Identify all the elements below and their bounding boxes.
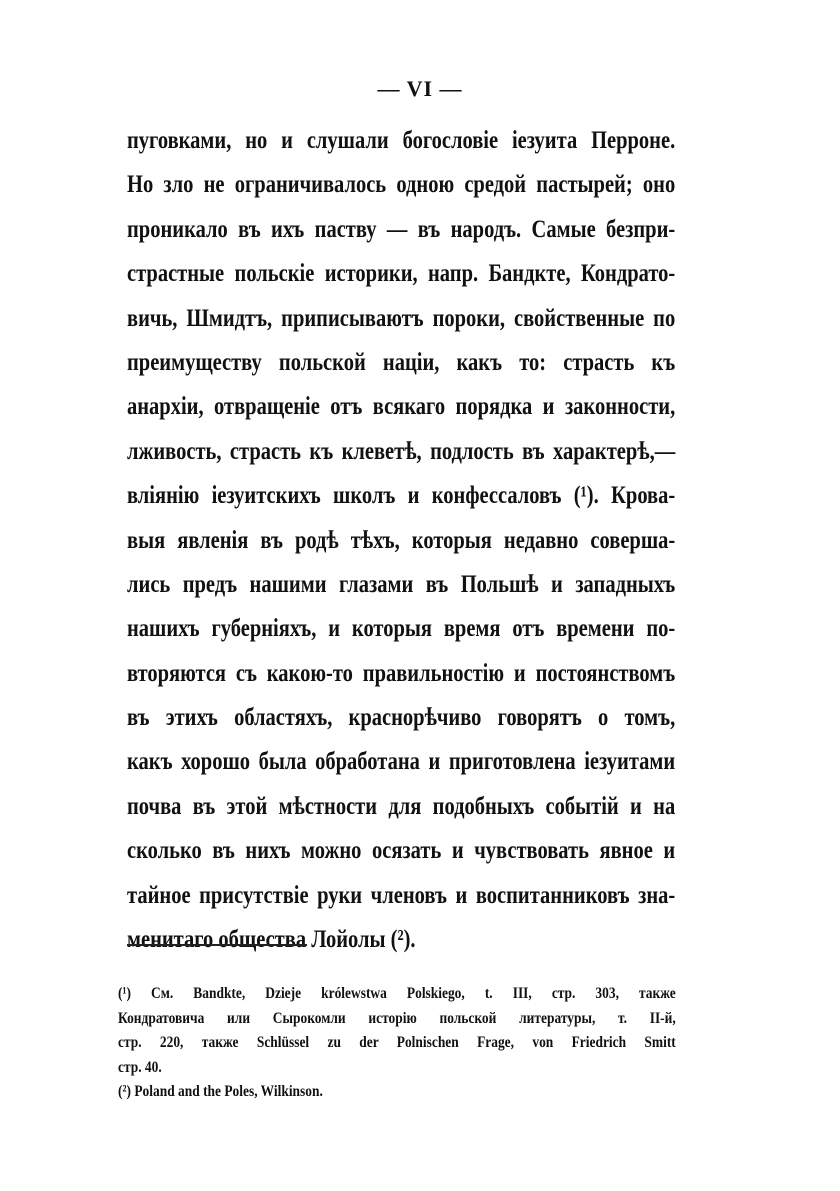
page-number: — VI — [377, 76, 463, 101]
text-line: Но зло не ограничивалось одною средой пастырей; оно [127, 171, 676, 199]
text-line: вторяются съ какою-то правильностію и постоянствомъ [127, 659, 676, 687]
footnote-line: (¹) См. Bandkte, Dzieje królewstwa Polskiego, t. III, стр. 303, также [118, 985, 676, 1002]
footnote-line: стр. 40. [118, 1058, 162, 1076]
text-line: пуговками, но и слушали богословіе іезуита Перроне. [127, 127, 676, 154]
text-line: почва въ этой мѣстности для подобныхъ событій и на [127, 792, 676, 820]
text-line: менитаго общества Лойолы (²). [127, 926, 416, 954]
text-line: тайное присутствіе руки членовъ и воспитанниковъ зна- [127, 881, 676, 909]
text-line: какъ хорошо была обработана и приготовлена іезуитами [127, 748, 676, 776]
text-line: анархіи, отвращеніе отъ всякаго порядка и законности, [127, 393, 676, 421]
text-line: преимуществу польской націи, какъ то: страсть къ [127, 348, 676, 376]
footnotes [118, 982, 676, 1105]
text-line: проникало въ ихъ паству — въ народъ. Самые безпри- [127, 215, 676, 243]
text-line: лживость, страсть къ клеветѣ, подлость въ характерѣ,— [127, 437, 676, 465]
text-line: лись предъ нашими глазами въ Польшѣ и западныхъ [127, 570, 676, 598]
footnote-line: (²) Poland and the Poles, Wilkinson. [118, 1083, 323, 1100]
text-line: страстные польскіе историки, напр. Бандкте, Кондрато- [127, 260, 676, 288]
body-text [127, 119, 675, 962]
footnote-divider [127, 944, 307, 946]
text-line: нашихъ губерніяхъ, и которыя время отъ времени по- [127, 615, 676, 643]
footnote-line: Кондратовича или Сырокомли исторію польской литературы, т. II-й, [118, 1009, 676, 1027]
text-line: выя явленія въ родѣ тѣхъ, которыя недавно соверша- [127, 526, 676, 554]
text-line: въ этихъ областяхъ, краснорѣчиво говорятъ о томъ, [127, 704, 676, 732]
footnote-line: стр. 220, также Schlüssel zu der Polnischen Frage, von Friedrich Smitt [118, 1034, 676, 1051]
text-line: вичь, Шмидтъ, приписываютъ пороки, свойственные по [127, 304, 676, 332]
text-line: сколько въ нихъ можно осязать и чувствовать явное и [127, 837, 676, 865]
text-line: вліянію іезуитскихъ школъ и конфессаловъ (¹). Крова- [127, 482, 676, 510]
